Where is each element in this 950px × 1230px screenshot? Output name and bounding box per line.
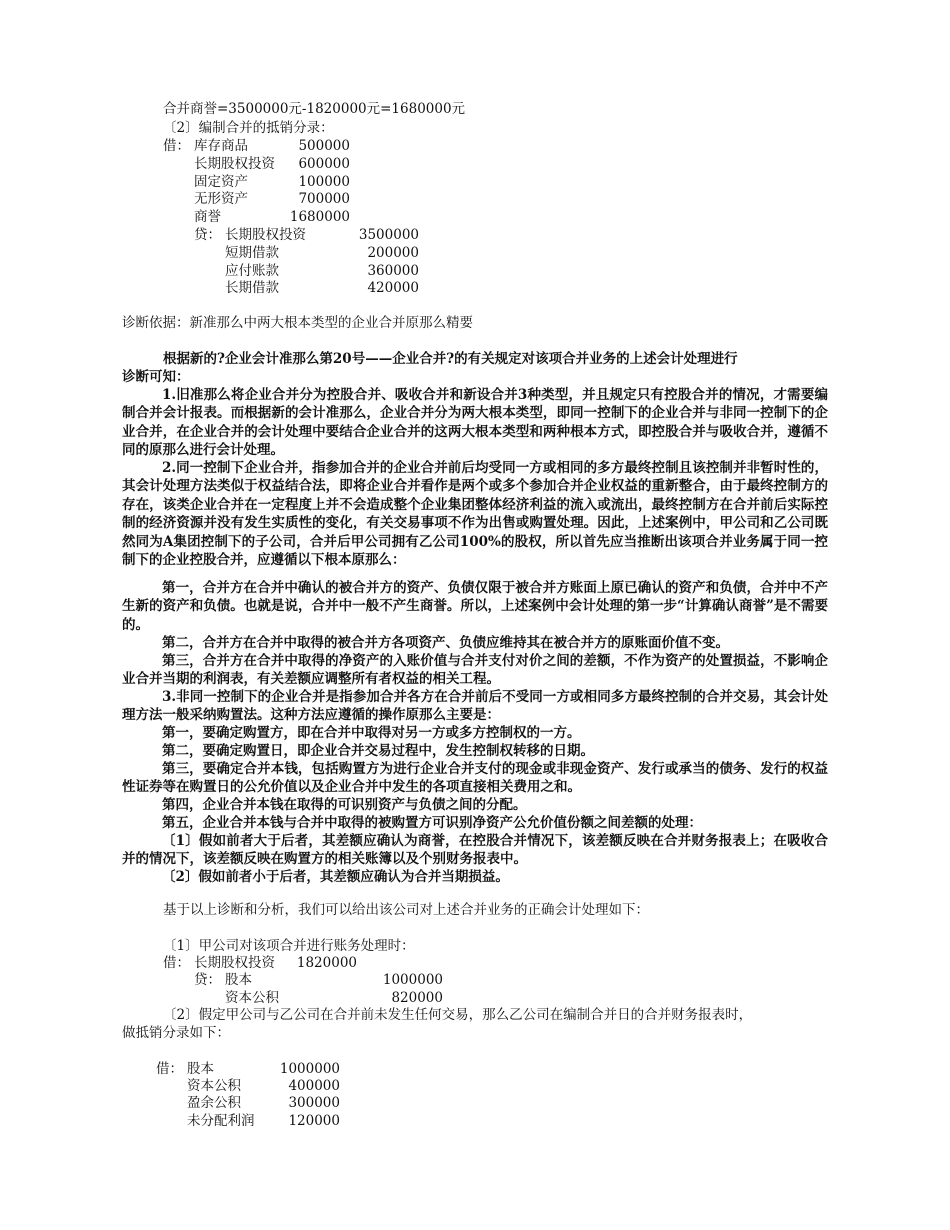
entry-account: 资本公积 (225, 990, 279, 1006)
journal-heading-2: 〔2〕假定甲公司与乙公司在合并前未发生任何交易，那么乙公司在编制合并日的合并财务报表时， (163, 1007, 753, 1023)
entry-amount: 200000 (367, 245, 419, 261)
paragraph-9: 第三，要确定合并本钱，包括购置方为进行企业合并支付的现金或非现金资产、发行或承当的债务、发行的权益性证券等在购置日的公允价值以及企业合并中发生的各项直接相关费用之和。 (122, 761, 828, 796)
entry-prefix-credit: 贷： (194, 227, 221, 243)
entry-prefix-debit: 借： (163, 138, 190, 154)
entry-account: 长期股权投资 (194, 156, 275, 172)
entry-account: 库存商品 (194, 138, 248, 154)
entry-amount: 3500000 (358, 227, 419, 243)
conclusion-line: 基于以上诊断和分析，我们可以给出该公司对上述合并业务的正确会计处理如下： (163, 902, 649, 918)
journal-heading-2-cont: 做抵销分录如下： (122, 1025, 230, 1041)
entry-amount: 820000 (391, 990, 443, 1006)
intro-line: 诊断可知： (122, 369, 190, 385)
entry-account: 盈余公积 (187, 1095, 241, 1111)
entry-amount: 300000 (288, 1095, 340, 1111)
entry-prefix-debit: 借： (163, 955, 190, 971)
journal-heading-1: 〔1〕甲公司对该项合并进行账务处理时： (163, 938, 415, 954)
paragraph-13: 〔2〕假如前者小于后者，其差额应确认为合并当期损益。 (162, 869, 509, 885)
paragraph-1: 1.旧准那么将企业合并分为控股合并、吸收合并和新设合并3种类型，并且规定只有控股合并的情况，才需要编制合并会计报表。而根据新的会计准那么，企业合并分为两大根本类型，即同一控制下的企业合并与非同一控制下的企业合并，在企业合并的会计处理中要结合企业合并的这两大根本类型和两种根本方式，即控股合并与吸收合并，遵循不同的原那么进行会计处理。 (122, 387, 828, 459)
paragraph-5: 第三，合并方在合并中取得的净资产的入账价值与合并支付对价之间的差额，不作为资产的处置损益，不影响企业合并当期的利润表，有关差额应调整所有者权益的相关工程。 (122, 653, 828, 688)
entry-amount: 600000 (298, 156, 350, 172)
intro-line: 根据新的?企业会计准那么第20号——企业合并?的有关规定对该项合并业务的上述会计处理进行 (163, 351, 738, 367)
entry-amount: 400000 (288, 1078, 340, 1094)
entry-amount: 700000 (298, 191, 350, 207)
entry-amount: 500000 (298, 138, 350, 154)
entry-amount: 1680000 (289, 209, 350, 225)
goodwill-line: 合并商誉=3500000元-1820000元=1680000元 (163, 101, 466, 117)
entry-amount: 1820000 (296, 955, 357, 971)
paragraph-11: 第五，企业合并本钱与合并中取得的被购置方可识别净资产公允价值份额之间差额的处理： (162, 815, 702, 831)
entry-account: 长期股权投资 (225, 227, 306, 243)
paragraph-8: 第二，要确定购置日，即企业合并交易过程中，发生控制权转移的日期。 (162, 743, 594, 759)
entry-account: 固定资产 (194, 174, 248, 190)
entry-account: 短期借款 (225, 245, 279, 261)
paragraph-3: 第一，合并方在合并中确认的被合并方的资产、负债仅限于被合并方账面上原已确认的资产和负债，合并中不产生新的资产和负债。也就是说，合并中一般不产生商誉。所以，上述案例中会计处理的第一步“计算确认商誉”是不需要的。 (122, 580, 828, 633)
entry-account: 长期借款 (225, 280, 279, 296)
entry-amount: 1000000 (279, 1061, 340, 1077)
entry-account: 资本公积 (187, 1078, 241, 1094)
entry-account: 商誉 (194, 209, 221, 225)
offset-entry-heading: 〔2〕编制合并的抵销分录： (163, 120, 334, 136)
entry-amount: 360000 (367, 263, 419, 279)
entry-amount: 420000 (367, 280, 419, 296)
entry-account: 未分配利润 (187, 1113, 255, 1129)
entry-account: 长期股权投资 (194, 955, 275, 971)
paragraph-2: 2.同一控制下企业合并，指参加合并的企业合并前后均受同一方或相同的多方最终控制且该控制并非暂时性的，其会计处理方法类似于权益结合法，即将企业合并看作是两个或多个参加合并企业权益的重新整合，由于最终控制方的存在，该类企业合并在一定程度上并不会造成整个企业集团整体经济利益的流入或流出，最终控制方在合并前后实际控制的经济资源并没有发生实质性的变化，有关交易事项不作为出售或购置处理。因此，上述案例中，甲公司和乙公司既然同为A集团控制下的子公司，合并后甲公司拥有乙公司100%的股权，所以首先应当推断出该项合并业务属于同一控制下的企业控股合并，应遵循以下根本原那么： (122, 460, 828, 569)
paragraph-4: 第二，合并方在合并中取得的被合并方各项资产、负债应维持其在被合并方的原账面价值不变。 (162, 635, 729, 651)
paragraph-6: 3.非同一控制下的企业合并是指参加合并各方在合并前后不受同一方或相同多方最终控制的合并交易，其会计处理方法一般采纳购置法。这种方法应遵循的操作原那么主要是： (122, 689, 828, 724)
entry-account: 应付账款 (225, 263, 279, 279)
entry-account: 无形资产 (194, 191, 248, 207)
paragraph-12: 〔1〕假如前者大于后者，其差额应确认为商誉，在控股合并情况下，该差额反映在合并财务报表上；在吸收合并的情况下，该差额反映在购置方的相关账簿以及个别财务报表中。 (122, 833, 828, 868)
entry-prefix-debit: 借： (156, 1061, 183, 1077)
entry-prefix-credit: 贷： (194, 972, 221, 988)
paragraph-7: 第一，要确定购置方，即在合并中取得对另一方或多方控制权的一方。 (162, 725, 581, 741)
paragraph-10: 第四，企业合并本钱在取得的可识别资产与负债之间的分配。 (162, 797, 527, 813)
entry-amount: 100000 (298, 174, 350, 190)
entry-amount: 1000000 (382, 972, 443, 988)
diagnosis-basis-heading: 诊断依据：新准那么中两大根本类型的企业合并原那么精要 (122, 315, 473, 331)
entry-account: 股本 (187, 1061, 214, 1077)
entry-account: 股本 (225, 972, 252, 988)
entry-amount: 120000 (288, 1113, 340, 1129)
